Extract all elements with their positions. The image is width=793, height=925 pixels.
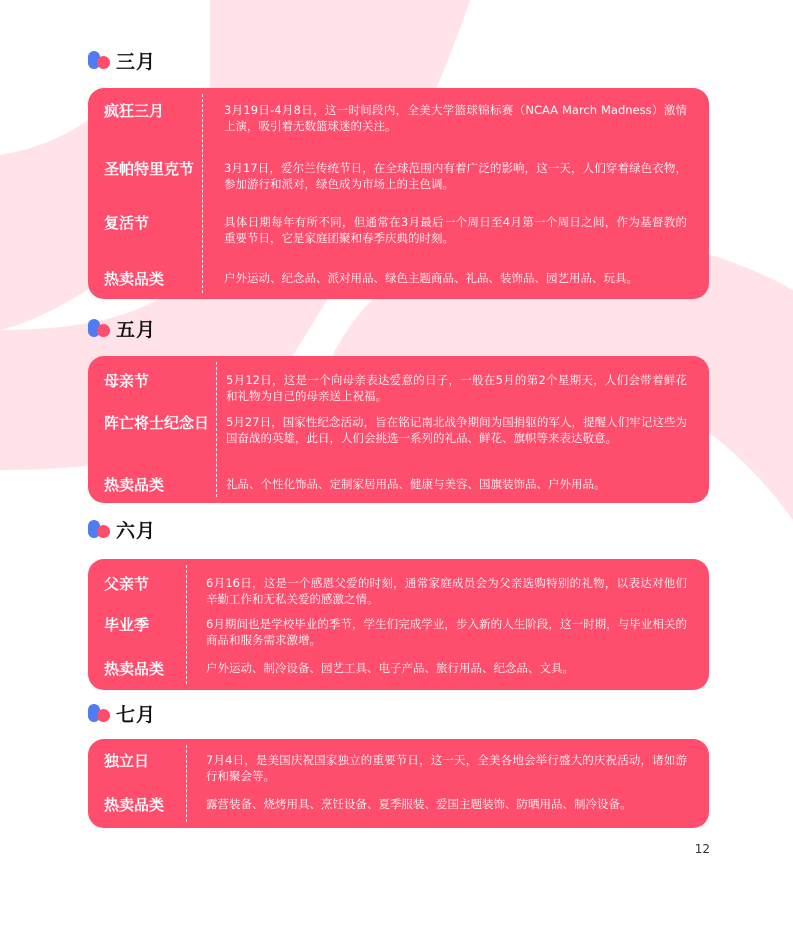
row-text: 5月12日，这是一个向母亲表达爱意的日子，一般在5月的第2个星期天，人们会带着鲜花和礼物为自己的母亲送上祝福。 [226, 373, 687, 403]
month-marker-icon [88, 520, 112, 538]
row-text: 3月17日，爱尔兰传统节日，在全球范围内有着广泛的影响，这一天，人们穿着绿色衣物，参加游行和派对，绿色成为市场上的主色调。 [224, 161, 687, 191]
row-label: 阵亡将士纪念日 [104, 414, 210, 432]
card-june [88, 559, 709, 690]
month-marker-icon [88, 319, 112, 337]
month-marker-icon [88, 704, 112, 722]
row-text: 3月19日-4月8日，这一时间段内，全美大学篮球锦标赛（NCAA March Madness）激情上演，吸引着无数篮球迷的关注。 [224, 103, 687, 133]
month-marker-icon [88, 51, 112, 69]
row-label: 父亲节 [104, 575, 150, 593]
month-header-july [88, 700, 156, 726]
month-title: 七月 [116, 703, 157, 726]
row-text: 礼品、个性化饰品、定制家居用品、健康与美容、国旗装饰品、户外用品。 [226, 477, 606, 491]
card-divider [186, 745, 187, 822]
row-label: 热卖品类 [104, 660, 165, 678]
month-header-march [88, 47, 156, 73]
card-may [88, 356, 709, 503]
row-text: 7月4日，是美国庆祝国家独立的重要节日，这一天，全美各地会举行盛大的庆祝活动，诸如游行和聚会等。 [206, 753, 687, 783]
row-text: 5月27日，国家性纪念活动，旨在铭记南北战争期间为国捐躯的军人，提醒人们牢记这些为国奋战的英雄，此日，人们会挑选一系列的礼品、鲜花、旗帜等来表达敬意。 [226, 415, 687, 445]
card-march [88, 88, 709, 299]
row-label: 圣帕特里克节 [104, 160, 195, 178]
row-label: 独立日 [104, 752, 150, 770]
card-divider [186, 565, 187, 684]
row-label: 热卖品类 [104, 270, 165, 288]
month-title: 三月 [116, 50, 157, 73]
row-text: 6月期间也是学校毕业的季节，学生们完成学业，步入新的人生阶段，这一时期，与毕业相关的商品和服务需求激增。 [206, 617, 687, 647]
card-divider [216, 362, 217, 497]
row-label: 热卖品类 [104, 476, 165, 494]
row-text: 具体日期每年有所不同，但通常在3月最后一个周日至4月第一个周日之间，作为基督教的重要节日，它是家庭团聚和春季庆典的时刻。 [224, 215, 687, 245]
row-text: 户外运动、纪念品、派对用品、绿色主题商品、礼品、装饰品、园艺用品、玩具。 [224, 271, 638, 285]
row-label: 热卖品类 [104, 796, 165, 814]
month-header-may [88, 315, 156, 341]
row-label: 疯狂三月 [104, 102, 165, 120]
row-text: 户外运动、制冷设备、园艺工具、电子产品、旅行用品、纪念品、文具。 [206, 661, 574, 675]
row-label: 毕业季 [104, 616, 150, 634]
row-label: 复活节 [104, 214, 150, 232]
page-number: 12 [694, 842, 710, 856]
card-july [88, 739, 709, 828]
month-title: 六月 [116, 519, 157, 542]
month-header-june [88, 516, 156, 542]
row-label: 母亲节 [104, 372, 150, 390]
row-text: 露营装备、烧烤用具、烹饪设备、夏季服装、爱国主题装饰、防晒用品、制冷设备。 [206, 797, 632, 811]
card-divider [202, 94, 203, 293]
month-title: 五月 [116, 318, 157, 341]
row-text: 6月16日，这是一个感恩父爱的时刻，通常家庭成员会为父亲选购特别的礼物，以表达对他们辛勤工作和无私关爱的感激之情。 [206, 576, 687, 606]
